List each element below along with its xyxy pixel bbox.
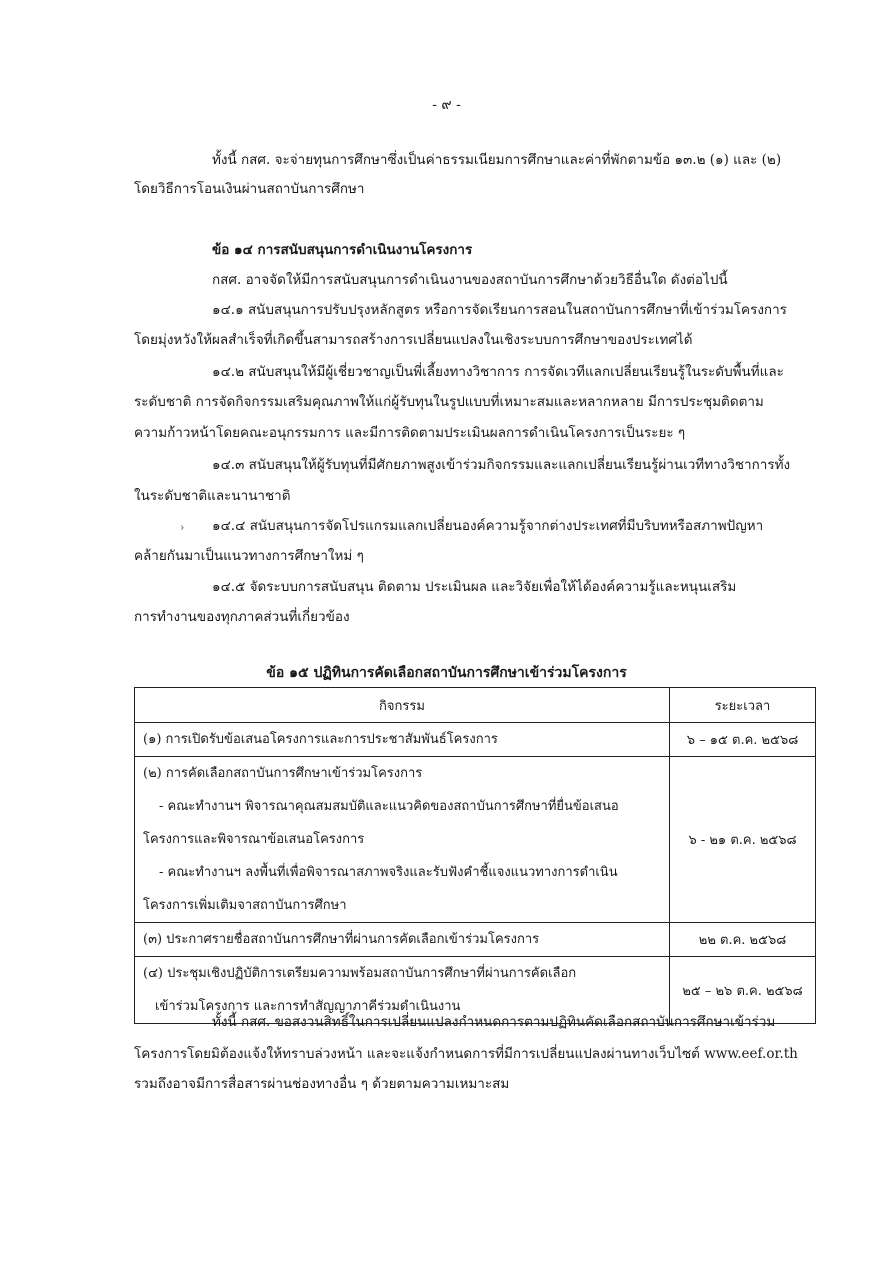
time-cell: ๖ - ๒๑ ต.ค. ๒๕๖๘ [670,757,816,923]
time-cell: ๒๒ ต.ค. ๒๕๖๘ [670,923,816,957]
item-14-3-line-2: ในระดับชาติและนานาชาติ [134,488,291,504]
page-number: - ๙ - [432,97,461,113]
table-row [135,757,816,923]
item-14-3-line-1: ๑๔.๓ สนับสนุนให้ผู้รับทุนที่มีศักยภาพสูงเข้าร่วมกิจกรรมและแลกเปลี่ยนเรียนรู้ผ่านเวทีทางวิชาการทั้ง [212,457,791,473]
activity-cell [135,923,670,957]
pen-mark: › [180,521,185,534]
activity-cell [135,723,670,757]
activity-line: (๔) ประชุมเชิงปฏิบัติการเตรียมความพร้อมสถาบันการศึกษาที่ผ่านการคัดเลือก [143,966,577,981]
rights-paragraph-line-3: รวมถึงอาจมีการสื่อสารผ่านช่องทางอื่น ๆ ด้วยตามความเหมาะสม [134,1076,510,1092]
rights-paragraph-line-1: ทั้งนี้ กสศ. ขอสงวนสิทธิ์ในการเปลี่ยนแปลงกำหนดการตามปฏิทินคัดเลือกสถาบันการศึกษาเข้าร่วม [212,1014,776,1030]
item-14-5-line-2: การทำงานของทุกภาคส่วนที่เกี่ยวข้อง [134,609,350,625]
section-15-title: ข้อ ๑๕ ปฏิทินการคัดเลือกสถาบันการศึกษาเข้าร่วมโครงการ [266,665,627,681]
payment-paragraph-line-2: โดยวิธีการโอนเงินผ่านสถาบันการศึกษา [134,181,365,197]
item-14-4-line-2: คล้ายกันมาเป็นแนวทางการศึกษาใหม่ ๆ [134,548,364,564]
time-cell: ๒๕ – ๒๖ ต.ค. ๒๕๖๘ [670,957,816,1024]
item-14-4-line-1: ๑๔.๔ สนับสนุนการจัดโปรแกรมแลกเปลี่ยนองค์ความรู้จากต่างประเทศที่มีบริบทหรือสภาพปัญหา [212,518,764,534]
activity-line: เข้าร่วมโครงการ และการทำสัญญาภาคีร่วมดำเนินงาน [155,999,461,1014]
table-header-row [135,688,816,723]
item-14-5-line-1: ๑๔.๕ จัดระบบการสนับสนุน ติดตาม ประเมินผล และวิจัยเพื่อให้ได้องค์ความรู้และหนุนเสริม [212,579,737,595]
table-row [135,923,816,957]
table-row [135,723,816,757]
activity-line: (๓) ประกาศรายชื่อสถาบันการศึกษาที่ผ่านการคัดเลือกเข้าร่วมโครงการ [143,932,540,947]
item-14-2-line-1: ๑๔.๒ สนับสนุนให้มีผู้เชี่ยวชาญเป็นพี่เลี้ยงทางวิชาการ การจัดเวทีแลกเปลี่ยนเรียนรู้ในระดับพื้นที่และ [212,364,784,380]
activity-line: - คณะทำงานฯ ลงพื้นที่เพื่อพิจารณาสภาพจริงและรับฟังคำชี้แจงแนวทางการดำเนิน [159,865,618,880]
header-activity: กิจกรรม [135,688,670,723]
activity-line: - คณะทำงานฯ พิจารณาคุณสมสมบัติและแนวคิดของสถาบันการศึกษาที่ยื่นข้อเสนอ [159,799,619,814]
time-cell: ๖ – ๑๕ ต.ค. ๒๕๖๘ [670,723,816,757]
activity-line: (๑) การเปิดรับข้อเสนอโครงการและการประชาสัมพันธ์โครงการ [143,732,498,747]
header-time: ระยะเวลา [670,688,816,723]
payment-paragraph-line-1: ทั้งนี้ กสศ. จะจ่ายทุนการศึกษาซึ่งเป็นค่าธรรมเนียมการศึกษาและค่าที่พักตามข้อ ๑๓.๒ (๑) และ (๒) [212,152,782,168]
activity-line: (๒) การคัดเลือกสถาบันการศึกษาเข้าร่วมโครงการ [143,766,423,781]
section-14-heading: ข้อ ๑๔ การสนับสนุนการดำเนินงานโครงการ [212,242,473,258]
item-14-1-line-2: โดยมุ่งหวังให้ผลสำเร็จที่เกิดขึ้นสามารถสร้างการเปลี่ยนแปลงในเชิงระบบการศึกษาของประเทศได้ [134,332,693,348]
activity-cell [135,757,670,923]
item-14-2-line-2: ระดับชาติ การจัดกิจกรรมเสริมคุณภาพให้แก่ผู้รับทุนในรูปแบบที่เหมาะสมและหลากหลาย มีการประชุมติดตาม [134,394,764,410]
activity-line: โครงการและพิจารณาข้อเสนอโครงการ [143,832,365,847]
item-14-1-line-1: ๑๔.๑ สนับสนุนการปรับปรุงหลักสูตร หรือการจัดเรียนการสอนในสถาบันการศึกษาที่เข้าร่วมโครงการ [212,302,787,318]
rights-paragraph-line-2: โครงการโดยมิต้องแจ้งให้ทราบล่วงหน้า และจะแจ้งกำหนดการที่มีการเปลี่ยนแปลงผ่านทางเว็บไซต์ www.eef.or.th [134,1046,798,1062]
schedule-table [134,687,816,1024]
section-14-intro: กสศ. อาจจัดให้มีการสนับสนุนการดำเนินงานของสถาบันการศึกษาด้วยวิธีอื่นใด ดังต่อไปนี้ [212,272,728,288]
activity-line: โครงการเพิ่มเติมจาสถาบันการศึกษา [143,898,347,913]
item-14-2-line-3: ความก้าวหน้าโดยคณะอนุกรรมการ และมีการติดตามประเมินผลการดำเนินโครงการเป็นระยะ ๆ [134,425,686,441]
